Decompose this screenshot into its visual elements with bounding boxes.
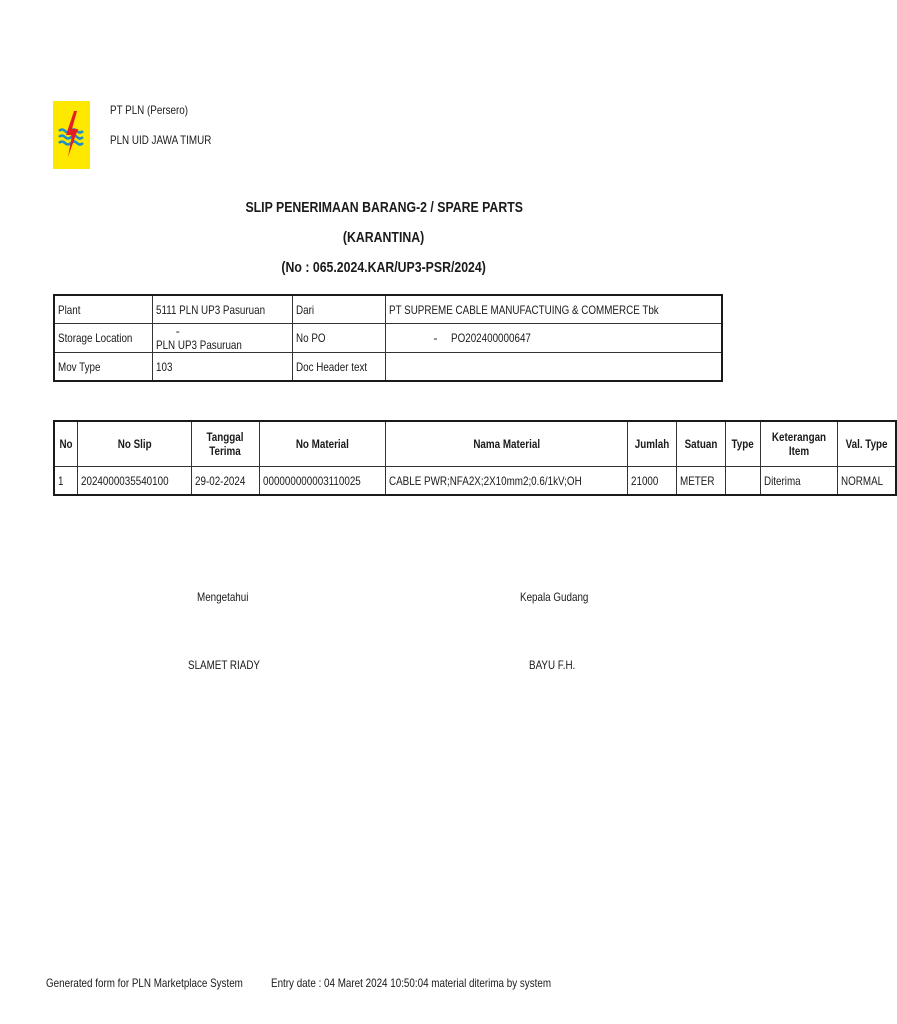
docheader-label: Doc Header text [292,353,386,382]
table-row [54,467,896,496]
company-unit: PLN UID JAWA TIMUR [110,133,212,147]
cell-keterangan: Diterima [760,467,837,496]
col-satuan: Satuan [677,421,726,467]
cell-no: 1 [54,467,78,496]
document-title: SLIP PENERIMAAN BARANG-2 / SPARE PARTS [245,199,523,216]
header-row-plant [54,295,722,324]
header-row-storage [54,324,722,353]
cell-tanggal: 29-02-2024 [191,467,259,496]
cell-jumlah: 21000 [628,467,677,496]
company-name: PT PLN (Persero) [110,103,189,117]
cell-type [726,467,760,496]
dari-value: PT SUPREME CABLE MANUFACTUING & COMMERCE Tbk [386,295,722,324]
signature-right-role: Kepala Gudang [520,590,589,604]
po-value: - PO202400000647 [386,324,722,353]
company-header [110,102,234,148]
items-header-row [54,421,896,467]
footer-generated: Generated form for PLN Marketplace System [46,976,243,990]
cell-val-type: NORMAL [837,467,896,496]
pln-logo [53,101,90,169]
footer-entry: Entry date : 04 Maret 2024 10:50:04 material diterima by system [271,976,552,990]
col-val-type: Val. Type [837,421,896,467]
movtype-value: 103 [152,353,292,382]
dari-label: Dari [292,295,386,324]
signature-left-role: Mengetahui [197,590,249,604]
col-no: No [54,421,78,467]
col-nama-material: Nama Material [386,421,628,467]
col-type: Type [726,421,760,467]
items-table [53,420,897,496]
po-label: No PO [292,324,386,353]
signature-right-name: BAYU F.H. [529,658,576,672]
signature-left-name: SLAMET RIADY [188,658,261,672]
cell-no-slip: 2024000035540100 [78,467,192,496]
col-jumlah: Jumlah [628,421,677,467]
storage-value: -PLN UP3 Pasuruan [152,324,292,353]
storage-label: Storage Location [54,324,152,353]
docheader-value [386,353,722,382]
footer [46,976,613,990]
document-subtitle: (KARANTINA) [343,229,425,246]
col-no-material: No Material [260,421,386,467]
cell-satuan: METER [677,467,726,496]
plant-value: 5111 PLN UP3 Pasuruan [152,295,292,324]
pln-logo-icon [53,101,90,169]
col-keterangan: Keterangan Item [760,421,837,467]
plant-label: Plant [54,295,152,324]
col-tanggal: Tanggal Terima [191,421,259,467]
document-titles [0,198,768,288]
col-no-slip: No Slip [78,421,192,467]
cell-nama-material: CABLE PWR;NFA2X;2X10mm2;0.6/1kV;OH [386,467,628,496]
document-number: (No : 065.2024.KAR/UP3-PSR/2024) [281,259,487,276]
cell-no-material: 000000000003110025 [260,467,386,496]
movtype-label: Mov Type [54,353,152,382]
header-row-movtype [54,353,722,382]
header-info-table [53,294,723,382]
